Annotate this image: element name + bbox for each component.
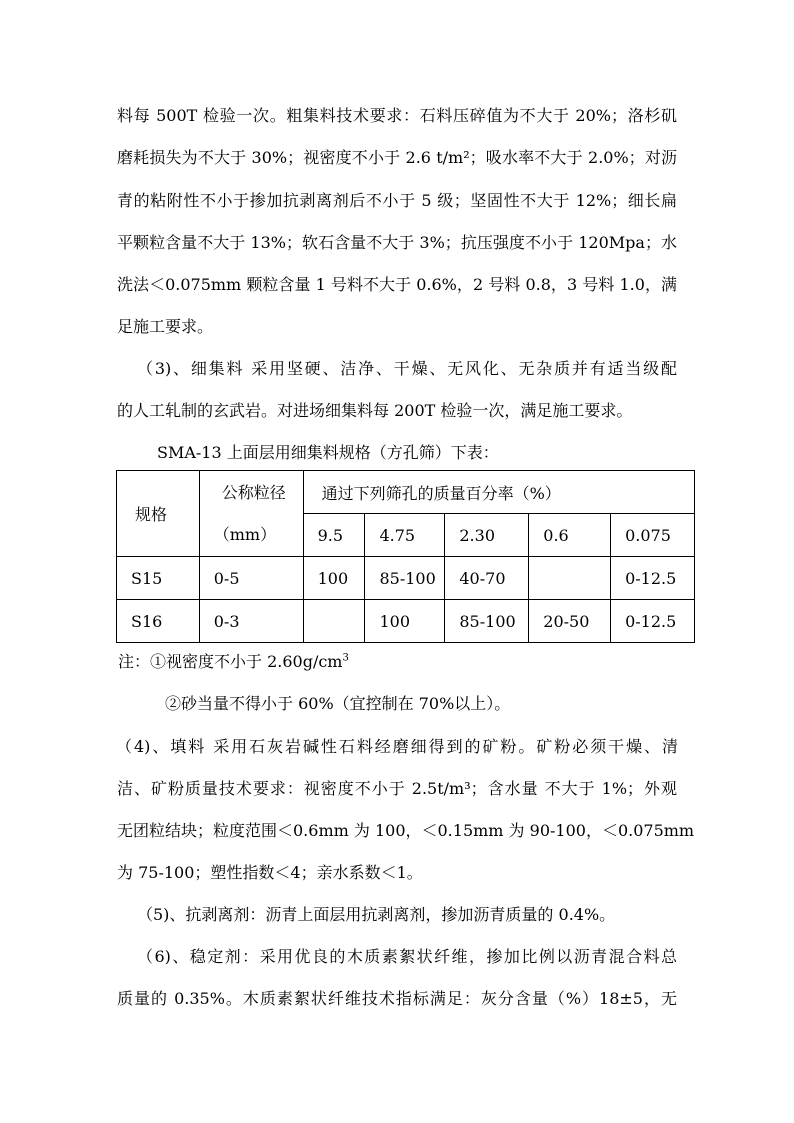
row-value: 0-12.5	[611, 557, 695, 600]
note1-text: 注：①视密度不小于 2.60g/cm	[118, 652, 343, 671]
table-row	[117, 600, 695, 643]
sieve-size: 2.30	[445, 514, 529, 557]
row-value	[303, 600, 365, 643]
row-value: 85-100	[445, 600, 529, 643]
row-value: 40-70	[445, 557, 529, 600]
header-size-line1: 公称粒径	[221, 482, 286, 502]
paragraph1-line: 青的粘附性不小于掺加抗剥离剂后不小于 5 级；坚固性不大于 12%；细长扁	[117, 191, 677, 210]
header-nominal-size	[199, 471, 303, 557]
paragraph4-line: 洁、矿粉质量技术要求：视密度不小于 2.5t/m³；含水量 不大于 1%；外观	[117, 779, 677, 798]
paragraph1-line: 料每 500T 检验一次。粗集料技术要求：石料压碎值为不大于 20%；洛杉矶	[117, 106, 677, 125]
sieve-size: 9.5	[303, 514, 365, 557]
row-value: 100	[303, 557, 365, 600]
header-spec: 规格	[117, 471, 200, 557]
row-size: 0-5	[199, 557, 303, 600]
table-row	[117, 557, 695, 600]
row-value: 0-12.5	[611, 600, 695, 643]
row-size: 0-3	[199, 600, 303, 643]
header-size-line2: （mm）	[213, 524, 277, 544]
sieve-size: 0.6	[529, 514, 611, 557]
paragraph1-line: 洗法＜0.075mm 颗粒含量 1 号料不大于 0.6%，2 号料 0.8，3 号料 1.0，满	[117, 275, 677, 294]
row-spec: S15	[117, 557, 200, 600]
header-passing-percent: 通过下列筛孔的质量百分率（%）	[303, 471, 694, 514]
row-value	[529, 557, 611, 600]
row-value: 20-50	[529, 600, 611, 643]
paragraph5-line: （5)、抗剥离剂：沥青上面层用抗剥离剂，掺加沥青质量的 0.4%。	[137, 905, 616, 924]
row-spec: S16	[117, 600, 200, 643]
row-value: 100	[365, 600, 445, 643]
row-value: 85-100	[365, 557, 445, 600]
paragraph1-line: 足施工要求。	[117, 317, 214, 336]
table-header-row	[117, 471, 695, 514]
fine-aggregate-spec-table	[116, 470, 695, 643]
paragraph6-line: 质量的 0.35%。木质素絮状纤维技术指标满足：灰分含量（%）18±5，无	[117, 989, 677, 1008]
paragraph4-line: 为 75-100；塑性指数＜4；亲水系数＜1。	[117, 863, 423, 882]
table-caption: SMA-13 上面层用细集料规格（方孔筛）下表：	[157, 443, 499, 462]
paragraph2-line: （3)、细集料 采用坚硬、洁净、干燥、无风化、无杂质并有适当级配	[137, 359, 677, 378]
paragraph1-line: 平颗粒含量不大于 13%；软石含量不大于 3%；抗压强度不小于 120Mpa；水	[117, 233, 677, 252]
paragraph4-line: （4)、填料 采用石灰岩碱性石料经磨细得到的矿粉。矿粉必须干燥、清	[116, 737, 678, 756]
note-1	[118, 652, 349, 672]
note-2: ②砂当量不得小于 60%（宜控制在 70%以上）。	[165, 694, 511, 713]
sieve-size: 4.75	[365, 514, 445, 557]
paragraph2-line: 的人工轧制的玄武岩。对进场细集料每 200T 检验一次，满足施工要求。	[117, 401, 633, 420]
sieve-size: 0.075	[611, 514, 695, 557]
paragraph6-line: （6)、稳定剂：采用优良的木质素絮状纤维，掺加比例以沥青混合料总	[137, 947, 677, 966]
note1-superscript: 3	[342, 652, 349, 664]
paragraph1-line: 磨耗损失为不大于 30%；视密度不小于 2.6 t/m²；吸水率不大于 2.0%；对沥	[117, 148, 677, 167]
paragraph4-line: 无团粒结块；粒度范围＜0.6mm 为 100，＜0.15mm 为 90-100，＜0.075mm	[117, 821, 695, 840]
